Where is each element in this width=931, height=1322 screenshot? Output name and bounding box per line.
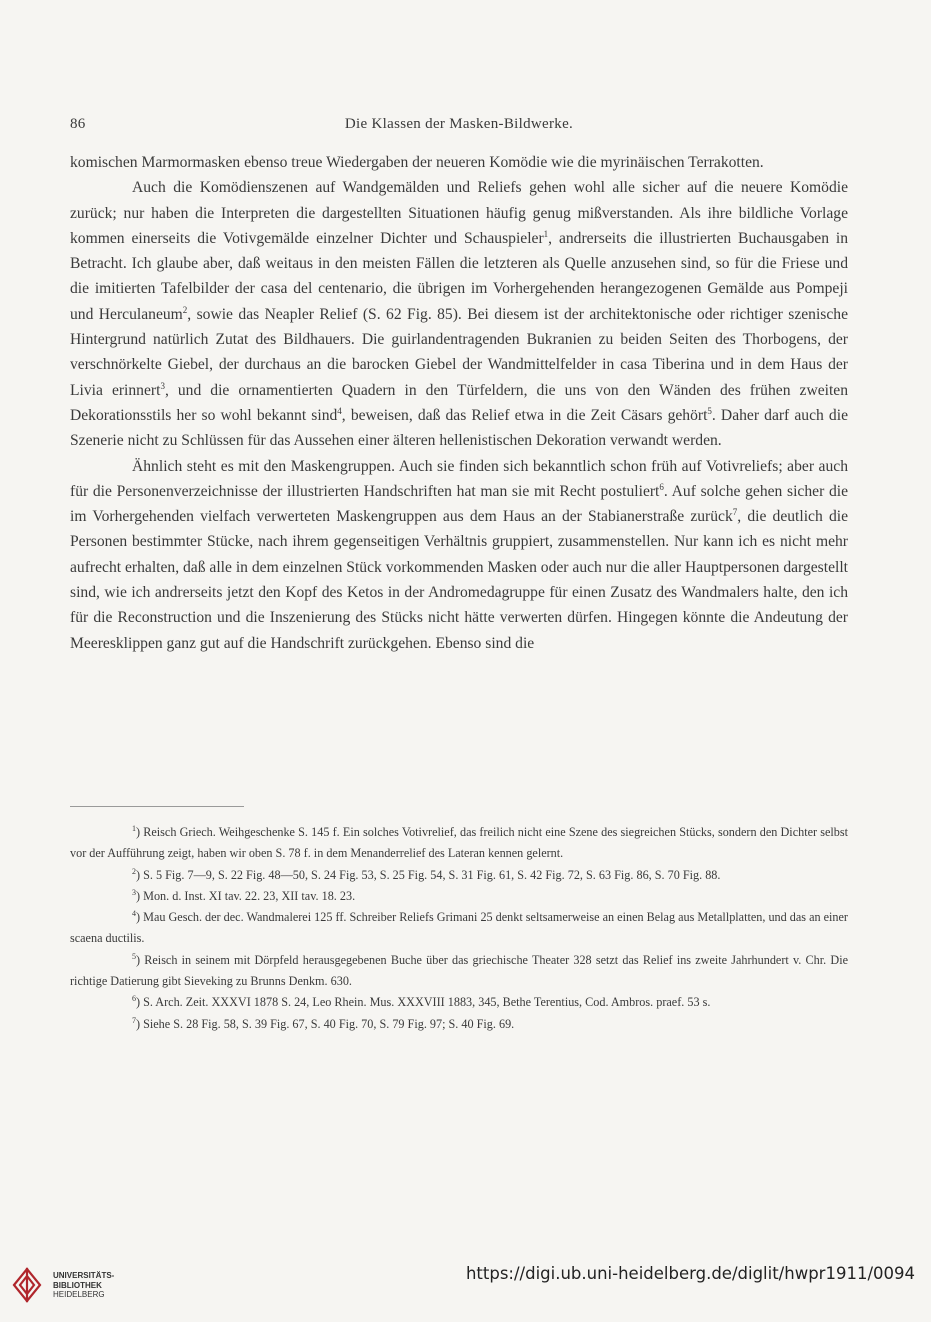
text-run: , beweisen, daß das Relief etwa in die Zeit Cäsars gehört bbox=[341, 406, 708, 424]
footnote bbox=[70, 950, 848, 993]
footnote-paren: ) bbox=[136, 867, 144, 882]
library-logo[interactable] bbox=[10, 1263, 140, 1311]
footnote-mark: 2 bbox=[132, 866, 136, 876]
footnote-ref[interactable]: 7 bbox=[732, 506, 738, 517]
footnote-ref[interactable]: 2 bbox=[182, 304, 188, 315]
footnote-text: S. 5 Fig. 7—9, S. 22 Fig. 48—50, S. 24 Fig. 53, S. 25 Fig. 54, S. 31 Fig. 61, S. 42 Fig. 72, S. 63 Fig. 86, S. 70 Fig. 88. bbox=[143, 867, 721, 882]
footnote-text: Mon. d. Inst. XI tav. 22. 23, XII tav. 18. 23. bbox=[143, 888, 356, 903]
paragraph bbox=[70, 150, 848, 175]
footnote-mark: 3 bbox=[132, 887, 136, 897]
footnote bbox=[70, 822, 848, 865]
text-run: , die deutlich die Personen bestimmter Stücke, nach ihrem gegenseitigen Verhältnis gruppiert, zusammenstellen. Nur kann ich es nicht mehr aufrecht erhalten, daß alle in dem einzelnen Stück vorkommenden Masken oder auch nur die aller Hauptpersonen dargestellt sind, wie ich andrerseits jetzt den Kopf des Ketos in der Andromedagruppe für einen Zusatz des Wandmalers halte, den ich für die Reconstruction und die Inszenierung des Stücks nicht hätte verwerten dürfen. Hingegen könnte die Andeutung der Meeresklippen ganz gut auf die Handschrift zurückgehen. Ebenso sind die bbox=[70, 508, 848, 652]
footnote-ref[interactable]: 5 bbox=[707, 405, 712, 416]
main-text bbox=[70, 150, 848, 656]
footnote-paren: ) bbox=[136, 952, 145, 967]
footnote bbox=[70, 886, 848, 907]
running-header bbox=[70, 116, 848, 140]
footnote-ref[interactable]: 4 bbox=[337, 405, 342, 416]
footnote-ref[interactable]: 3 bbox=[160, 380, 165, 391]
text-run: Ähnlich steht es mit den Maskengruppen. Auch sie finden sich bekanntlich schon früh auf Votivreliefs; aber auch für die Personenverzeichnisse der illustrierten Handschriften hat man sie mit Recht postuliert bbox=[70, 457, 848, 500]
footnote-mark: 7 bbox=[132, 1015, 136, 1025]
logo-line-3: HEIDELBERG bbox=[53, 1290, 105, 1299]
text-run: , und die ornamentierten Quadern in den Türfeldern, die uns von den Wänden des frühen zweiten Dekorationsstils her so wohl bekannt sind bbox=[70, 381, 849, 424]
logo-line-1: UNIVERSITÄTS- bbox=[53, 1271, 115, 1280]
paragraph bbox=[70, 175, 848, 453]
footnotes bbox=[70, 822, 848, 1035]
logo-line-2: BIBLIOTHEK bbox=[53, 1280, 102, 1290]
footnote-paren: ) bbox=[136, 825, 144, 839]
text-run: , andrerseits die illustrierten Buchausgaben in Betracht. Ich glaube aber, daß weitaus in den meisten Fällen die letzteren als Quelle anzusehen sind, so für die Friese und die imitierten Tafelbilder der casa del centenario, die übrigen im Vorhergehenden herangezogenen Gemälde aus Pompeji und Herculaneum bbox=[70, 229, 849, 323]
footnote bbox=[70, 865, 848, 886]
footnote bbox=[70, 907, 848, 950]
footnote bbox=[70, 992, 848, 1013]
text-run: . Auf solche gehen sicher die im Vorhergehenden vielfach verwerteten Maskengruppen aus dem Haus an der Stabianerstraße zurück bbox=[70, 482, 848, 526]
footnote-paren: ) bbox=[136, 910, 144, 925]
footnote-text: Siehe S. 28 Fig. 58, S. 39 Fig. 67, S. 40 Fig. 70, S. 79 Fig. 97; S. 40 Fig. 69. bbox=[143, 1016, 515, 1031]
text-run: komischen Marmormasken ebenso treue Wiedergaben der neueren Komödie wie die myrinäischen Terrakotten. bbox=[70, 154, 764, 171]
text-run: . Daher darf auch die Szenerie nicht zu Schlüssen für das Aussehen einer älteren hellenistischen Dekoration verwandt werden. bbox=[70, 406, 848, 450]
footnote bbox=[70, 1014, 848, 1035]
footnote-mark: 4 bbox=[132, 909, 136, 919]
footnote-ref[interactable]: 1 bbox=[543, 228, 549, 239]
text-run: Auch die Komödienszenen auf Wandgemälden und Reliefs gehen wohl alle sicher auf die neuere Komödie zurück; nur haben die Interpreten die dargestellten Situationen häufig genug mißverstanden. Als ihre bildliche Vorlage kommen einerseits die Votivgemälde einzelner Dichter und Schauspieler bbox=[70, 179, 848, 247]
book-page bbox=[70, 0, 848, 1322]
text-run: , sowie das Neapler Relief (S. 62 Fig. 85). Bei diesem ist der architektonische oder richtiger szenische Hintergrund natürlich Zutat des Bildhauers. Die guirlandentragenden Bukranien zu beiden Seiten des Thorbogens, der verschnörkelte Giebel, der durchaus an die barocken Giebel der Wandmittelfelder in casa Tiberina und in dem Haus der Livia erinnert bbox=[70, 305, 849, 399]
footnote-text: Reisch in seinem mit Dörpfeld herausgegebenen Buche über das griechische Theater 328 setzt das Relief ins zweite Jahrhundert v. Chr. Die richtige Datierung gibt Sieveking zu Brunns Denkm. 630. bbox=[70, 952, 848, 989]
running-title: Die Klassen der Masken-Bildwerke. bbox=[344, 116, 574, 132]
footnote-ref[interactable]: 6 bbox=[659, 481, 664, 492]
library-seal-icon bbox=[10, 1263, 50, 1309]
footnote-paren: ) bbox=[136, 1016, 144, 1031]
paragraph bbox=[70, 454, 848, 656]
footnote-text: S. Arch. Zeit. XXXVI 1878 S. 24, Leo Rhein. Mus. XXXVIII 1883, 345, Bethe Terentius, Cod. Ambros. praef. 53 s. bbox=[143, 995, 711, 1010]
footnote-paren: ) bbox=[136, 995, 144, 1010]
footnote-rule bbox=[70, 806, 244, 807]
page-number: 86 bbox=[70, 116, 86, 132]
source-url[interactable]: https://digi.ub.uni-heidelberg.de/diglit/hwpr1911/0094 bbox=[465, 1264, 915, 1283]
library-logo-text bbox=[53, 1271, 114, 1300]
footnote-mark: 5 bbox=[132, 951, 136, 961]
footnote-mark: 1 bbox=[132, 823, 136, 833]
footnote-mark: 6 bbox=[132, 994, 136, 1004]
footnote-text: Reisch Griech. Weihgeschenke S. 145 f. Ein solches Votivrelief, das freilich nicht eine Szene des siegreichen Stücks, sondern den Dichter selbst vor der Aufführung zeigt, haben wir oben S. 78 f. in dem Menanderrelief des Lateran kennen gelernt. bbox=[70, 825, 848, 861]
footnote-text: Mau Gesch. der dec. Wandmalerei 125 ff. Schreiber Reliefs Grimani 25 denkt seltsamerweise an einen Belag aus Metallplatten, und das an einer scaena ductilis. bbox=[70, 910, 848, 946]
footnote-paren: ) bbox=[136, 888, 144, 903]
